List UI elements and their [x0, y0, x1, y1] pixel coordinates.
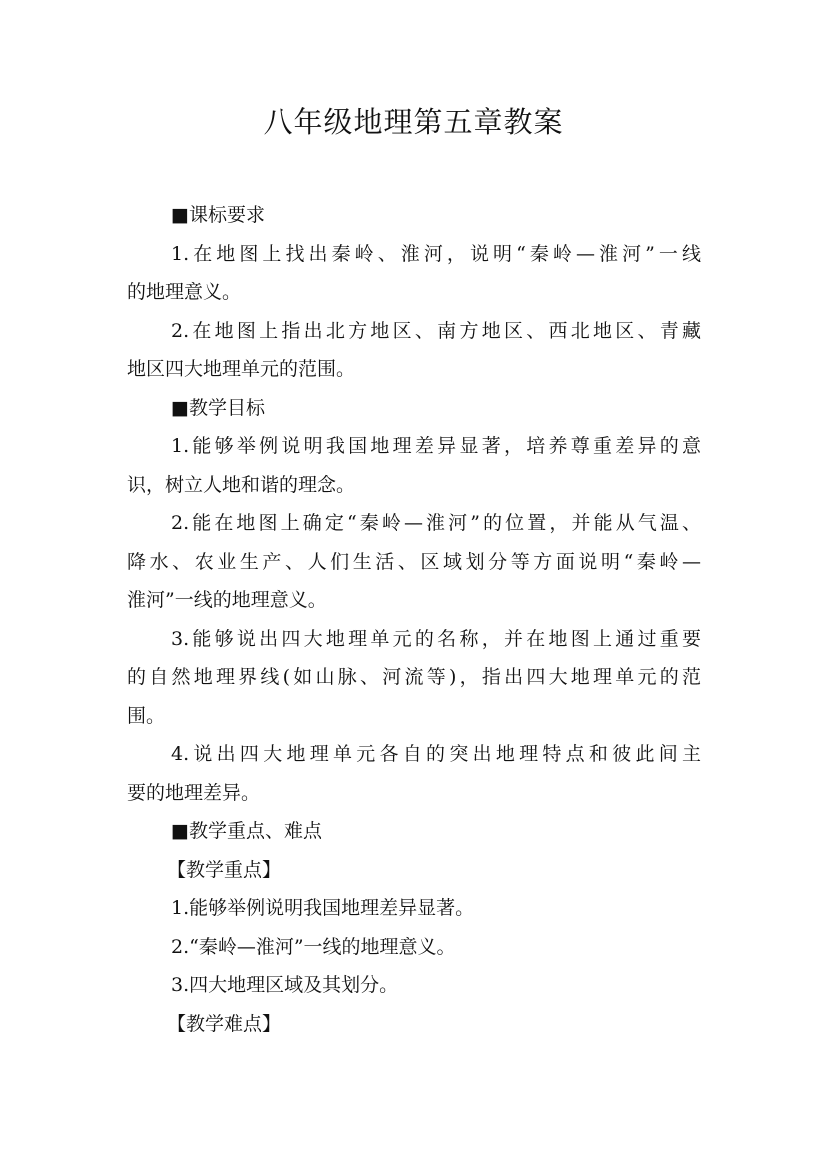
page-title: 八年级地理第五章教案 [263, 105, 564, 139]
paragraph-line: 识，树立人地和谐的理念。 [127, 473, 356, 496]
paragraph-line: 淮河”一线的地理意义。 [127, 589, 327, 611]
paragraph-line: 要的地理差异。 [127, 781, 261, 804]
section-heading-curriculum: ■课标要求 [171, 204, 265, 226]
paragraph-line: 地区四大地理单元的范围。 [127, 358, 356, 380]
paragraph-line: 4.说出四大地理单元各自的突出地理特点和彼此间主 [171, 743, 701, 765]
subheading-difficulty: 【教学难点】 [167, 1012, 282, 1035]
paragraph-line: 1.在地图上找出秦岭、淮河，说明“秦岭—淮河”一线 [171, 242, 701, 265]
paragraph-line: 围。 [127, 704, 166, 727]
paragraph-line: 的地理意义。 [127, 281, 242, 303]
section-heading-objectives: ■教学目标 [171, 396, 265, 419]
paragraph-line: 2.能在地图上确定“秦岭—淮河”的位置，并能从气温、 [171, 512, 701, 534]
document-body [127, 196, 701, 1043]
paragraph-line: 2.在地图上指出北方地区、南方地区、西北地区、青藏 [171, 319, 701, 342]
list-item: 3.四大地理区域及其划分。 [171, 974, 399, 996]
paragraph-line: 3.能够说出四大地理单元的名称，并在地图上通过重要 [171, 627, 701, 650]
section-heading-key-points: ■教学重点、难点 [171, 820, 322, 842]
list-item: 2.“秦岭—淮河”一线的地理意义。 [171, 935, 456, 958]
paragraph-line: 降水、农业生产、人们生活、区域划分等方面说明“秦岭— [127, 550, 701, 573]
paragraph-line: 1.能够举例说明我国地理差异显著，培养尊重差异的意 [171, 435, 701, 457]
subheading-focus: 【教学重点】 [167, 858, 282, 881]
list-item: 1.能够举例说明我国地理差异显著。 [171, 897, 475, 919]
paragraph-line: 的自然地理界线(如山脉、河流等)，指出四大地理单元的范 [127, 666, 701, 688]
